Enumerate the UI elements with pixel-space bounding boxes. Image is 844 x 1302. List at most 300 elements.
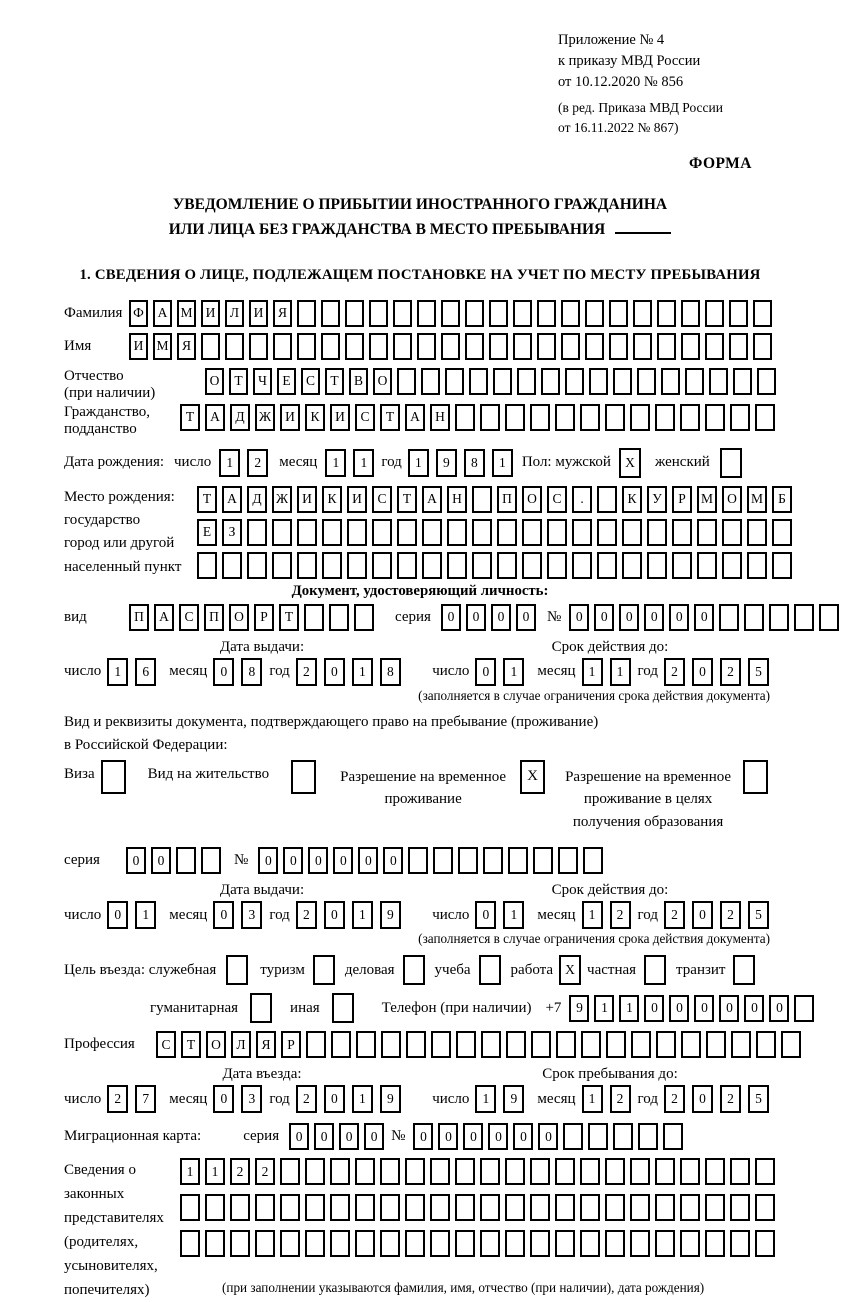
form-cell[interactable]: [313, 955, 335, 985]
form-cell[interactable]: [633, 300, 652, 327]
form-cell[interactable]: [622, 552, 642, 579]
form-cell[interactable]: 1: [619, 995, 639, 1022]
form-cell[interactable]: Н: [430, 404, 450, 431]
form-cell[interactable]: П: [497, 486, 517, 513]
form-cell[interactable]: М: [697, 486, 717, 513]
form-cell[interactable]: [638, 1123, 658, 1150]
form-cell[interactable]: [489, 333, 508, 360]
form-cell[interactable]: О: [522, 486, 542, 513]
form-cell[interactable]: [630, 1158, 650, 1185]
form-cell[interactable]: Т: [325, 368, 344, 395]
form-cell[interactable]: [397, 519, 417, 546]
form-cell[interactable]: О: [373, 368, 392, 395]
form-cell[interactable]: [719, 604, 739, 631]
form-cell[interactable]: [322, 519, 342, 546]
form-cell[interactable]: [730, 1230, 750, 1257]
form-cell[interactable]: [472, 552, 492, 579]
form-cell[interactable]: Я: [177, 333, 196, 360]
form-cell[interactable]: [705, 1230, 725, 1257]
form-cell[interactable]: 0: [513, 1123, 533, 1150]
form-cell[interactable]: [585, 300, 604, 327]
form-cell[interactable]: 1: [503, 658, 524, 686]
form-cell[interactable]: [205, 1230, 225, 1257]
form-cell[interactable]: 2: [720, 1085, 741, 1113]
form-cell[interactable]: [580, 1230, 600, 1257]
form-cell[interactable]: [622, 519, 642, 546]
form-cell[interactable]: И: [280, 404, 300, 431]
form-cell[interactable]: [561, 333, 580, 360]
form-cell[interactable]: С: [156, 1031, 176, 1058]
form-cell[interactable]: [355, 1230, 375, 1257]
form-cell[interactable]: [197, 552, 217, 579]
form-cell[interactable]: [647, 552, 667, 579]
form-cell[interactable]: [609, 333, 628, 360]
form-cell[interactable]: [369, 333, 388, 360]
form-cell[interactable]: 0: [289, 1123, 309, 1150]
form-cell[interactable]: [637, 368, 656, 395]
form-cell[interactable]: [672, 519, 692, 546]
form-cell[interactable]: [255, 1230, 275, 1257]
form-cell[interactable]: 0: [475, 658, 496, 686]
form-cell[interactable]: [722, 552, 742, 579]
form-cell[interactable]: К: [322, 486, 342, 513]
form-cell[interactable]: 0: [594, 604, 614, 631]
form-cell[interactable]: [655, 1158, 675, 1185]
form-cell[interactable]: [605, 1194, 625, 1221]
form-cell[interactable]: 0: [692, 1085, 713, 1113]
form-cell[interactable]: И: [297, 486, 317, 513]
form-cell[interactable]: [469, 368, 488, 395]
form-cell[interactable]: 0: [213, 658, 234, 686]
form-cell[interactable]: 8: [464, 449, 485, 477]
form-cell[interactable]: И: [249, 300, 268, 327]
form-cell[interactable]: [205, 1194, 225, 1221]
form-cell[interactable]: 7: [135, 1085, 156, 1113]
form-cell[interactable]: [465, 333, 484, 360]
form-cell[interactable]: [794, 604, 814, 631]
form-cell[interactable]: 0: [644, 604, 664, 631]
form-cell[interactable]: М: [747, 486, 767, 513]
form-cell[interactable]: [330, 1230, 350, 1257]
form-cell[interactable]: Я: [273, 300, 292, 327]
form-cell[interactable]: [661, 368, 680, 395]
form-cell[interactable]: [558, 847, 578, 874]
form-cell[interactable]: [493, 368, 512, 395]
form-cell[interactable]: П: [204, 604, 224, 631]
form-cell[interactable]: [705, 333, 724, 360]
form-cell[interactable]: [555, 1158, 575, 1185]
form-cell[interactable]: 1: [475, 1085, 496, 1113]
form-cell[interactable]: И: [201, 300, 220, 327]
form-cell[interactable]: [505, 1230, 525, 1257]
form-cell[interactable]: 0: [283, 847, 303, 874]
form-cell[interactable]: [456, 1031, 476, 1058]
form-cell[interactable]: [430, 1230, 450, 1257]
form-cell[interactable]: 1: [325, 449, 346, 477]
form-cell[interactable]: [272, 519, 292, 546]
form-cell[interactable]: [305, 1230, 325, 1257]
form-cell[interactable]: О: [722, 486, 742, 513]
form-cell[interactable]: [329, 604, 349, 631]
form-cell[interactable]: С: [355, 404, 375, 431]
form-cell[interactable]: X: [520, 760, 545, 794]
form-cell[interactable]: [747, 552, 767, 579]
form-cell[interactable]: [633, 333, 652, 360]
form-cell[interactable]: [657, 300, 676, 327]
form-cell[interactable]: И: [330, 404, 350, 431]
form-cell[interactable]: [705, 404, 725, 431]
form-cell[interactable]: [305, 1194, 325, 1221]
form-cell[interactable]: [505, 1158, 525, 1185]
form-cell[interactable]: 2: [664, 901, 685, 929]
form-cell[interactable]: 0: [769, 995, 789, 1022]
form-cell[interactable]: [397, 552, 417, 579]
form-cell[interactable]: [483, 847, 503, 874]
form-cell[interactable]: [176, 847, 196, 874]
form-cell[interactable]: [458, 847, 478, 874]
form-cell[interactable]: [706, 1031, 726, 1058]
form-cell[interactable]: 2: [247, 449, 268, 477]
form-cell[interactable]: [447, 552, 467, 579]
form-cell[interactable]: [597, 552, 617, 579]
form-cell[interactable]: [393, 300, 412, 327]
form-cell[interactable]: [729, 333, 748, 360]
form-cell[interactable]: 0: [463, 1123, 483, 1150]
form-cell[interactable]: 0: [692, 901, 713, 929]
form-cell[interactable]: [681, 333, 700, 360]
form-cell[interactable]: 5: [748, 901, 769, 929]
form-cell[interactable]: [772, 552, 792, 579]
form-cell[interactable]: 0: [213, 901, 234, 929]
form-cell[interactable]: [421, 368, 440, 395]
form-cell[interactable]: Т: [197, 486, 217, 513]
form-cell[interactable]: У: [647, 486, 667, 513]
form-cell[interactable]: [297, 300, 316, 327]
form-cell[interactable]: 2: [664, 658, 685, 686]
form-cell[interactable]: 0: [413, 1123, 433, 1150]
form-cell[interactable]: [355, 1194, 375, 1221]
form-cell[interactable]: [480, 1194, 500, 1221]
form-cell[interactable]: [565, 368, 584, 395]
form-cell[interactable]: 0: [438, 1123, 458, 1150]
form-cell[interactable]: [733, 368, 752, 395]
form-cell[interactable]: [522, 552, 542, 579]
form-cell[interactable]: Т: [181, 1031, 201, 1058]
form-cell[interactable]: [180, 1194, 200, 1221]
form-cell[interactable]: [422, 552, 442, 579]
form-cell[interactable]: [743, 760, 768, 794]
form-cell[interactable]: [506, 1031, 526, 1058]
form-cell[interactable]: [537, 333, 556, 360]
form-cell[interactable]: [297, 519, 317, 546]
form-cell[interactable]: Д: [247, 486, 267, 513]
form-cell[interactable]: [680, 1194, 700, 1221]
form-cell[interactable]: 0: [692, 658, 713, 686]
form-cell[interactable]: [647, 519, 667, 546]
form-cell[interactable]: [531, 1031, 551, 1058]
form-cell[interactable]: 8: [380, 658, 401, 686]
form-cell[interactable]: [505, 1194, 525, 1221]
form-cell[interactable]: [657, 333, 676, 360]
form-cell[interactable]: 5: [748, 1085, 769, 1113]
form-cell[interactable]: [417, 333, 436, 360]
form-cell[interactable]: [472, 486, 492, 513]
form-cell[interactable]: [445, 368, 464, 395]
form-cell[interactable]: [705, 1194, 725, 1221]
form-cell[interactable]: [733, 955, 755, 985]
form-cell[interactable]: [755, 1158, 775, 1185]
form-cell[interactable]: 9: [436, 449, 457, 477]
form-cell[interactable]: [744, 604, 764, 631]
form-cell[interactable]: М: [153, 333, 172, 360]
form-cell[interactable]: 1: [353, 449, 374, 477]
form-cell[interactable]: [753, 300, 772, 327]
form-cell[interactable]: [753, 333, 772, 360]
form-cell[interactable]: [697, 552, 717, 579]
form-cell[interactable]: 0: [491, 604, 511, 631]
form-cell[interactable]: [555, 1230, 575, 1257]
form-cell[interactable]: 0: [669, 604, 689, 631]
form-cell[interactable]: Ч: [253, 368, 272, 395]
form-cell[interactable]: [480, 1158, 500, 1185]
form-cell[interactable]: 1: [352, 1085, 373, 1113]
form-cell[interactable]: [380, 1230, 400, 1257]
form-cell[interactable]: [630, 404, 650, 431]
form-cell[interactable]: 2: [230, 1158, 250, 1185]
form-cell[interactable]: 0: [308, 847, 328, 874]
form-cell[interactable]: И: [129, 333, 148, 360]
form-cell[interactable]: [497, 552, 517, 579]
form-cell[interactable]: 0: [213, 1085, 234, 1113]
form-cell[interactable]: [489, 300, 508, 327]
form-cell[interactable]: 2: [296, 1085, 317, 1113]
form-cell[interactable]: [583, 847, 603, 874]
form-cell[interactable]: [422, 519, 442, 546]
form-cell[interactable]: [497, 519, 517, 546]
form-cell[interactable]: 1: [582, 901, 603, 929]
form-cell[interactable]: О: [229, 604, 249, 631]
form-cell[interactable]: [201, 847, 221, 874]
form-cell[interactable]: [481, 1031, 501, 1058]
form-cell[interactable]: [225, 333, 244, 360]
form-cell[interactable]: Т: [279, 604, 299, 631]
form-cell[interactable]: 0: [669, 995, 689, 1022]
form-cell[interactable]: [541, 368, 560, 395]
form-cell[interactable]: 2: [255, 1158, 275, 1185]
form-cell[interactable]: [755, 404, 775, 431]
form-cell[interactable]: [561, 300, 580, 327]
form-cell[interactable]: [756, 1031, 776, 1058]
form-cell[interactable]: [455, 1194, 475, 1221]
form-cell[interactable]: [297, 552, 317, 579]
form-cell[interactable]: [403, 955, 425, 985]
form-cell[interactable]: [321, 333, 340, 360]
form-cell[interactable]: [655, 1194, 675, 1221]
form-cell[interactable]: [731, 1031, 751, 1058]
form-cell[interactable]: [505, 404, 525, 431]
form-cell[interactable]: [480, 1230, 500, 1257]
form-cell[interactable]: [472, 519, 492, 546]
form-cell[interactable]: [681, 300, 700, 327]
form-cell[interactable]: 0: [151, 847, 171, 874]
form-cell[interactable]: 0: [314, 1123, 334, 1150]
form-cell[interactable]: [297, 333, 316, 360]
form-cell[interactable]: 0: [538, 1123, 558, 1150]
form-cell[interactable]: Т: [397, 486, 417, 513]
form-cell[interactable]: [345, 333, 364, 360]
form-cell[interactable]: [580, 404, 600, 431]
form-cell[interactable]: X: [619, 448, 641, 478]
form-cell[interactable]: [321, 300, 340, 327]
form-cell[interactable]: 0: [516, 604, 536, 631]
form-cell[interactable]: М: [177, 300, 196, 327]
form-cell[interactable]: [705, 1158, 725, 1185]
form-cell[interactable]: [656, 1031, 676, 1058]
form-cell[interactable]: [441, 300, 460, 327]
form-cell[interactable]: Ж: [255, 404, 275, 431]
form-cell[interactable]: [479, 955, 501, 985]
form-cell[interactable]: [609, 300, 628, 327]
form-cell[interactable]: [613, 1123, 633, 1150]
form-cell[interactable]: [613, 368, 632, 395]
form-cell[interactable]: [522, 519, 542, 546]
form-cell[interactable]: [757, 368, 776, 395]
form-cell[interactable]: [597, 519, 617, 546]
form-cell[interactable]: 0: [619, 604, 639, 631]
form-cell[interactable]: [222, 552, 242, 579]
form-cell[interactable]: [709, 368, 728, 395]
form-cell[interactable]: [747, 519, 767, 546]
form-cell[interactable]: [250, 993, 272, 1023]
form-cell[interactable]: 1: [492, 449, 513, 477]
form-cell[interactable]: [730, 1158, 750, 1185]
form-cell[interactable]: [655, 1230, 675, 1257]
form-cell[interactable]: 0: [107, 901, 128, 929]
form-cell[interactable]: 1: [503, 901, 524, 929]
form-cell[interactable]: [630, 1194, 650, 1221]
form-cell[interactable]: [455, 1158, 475, 1185]
form-cell[interactable]: 0: [126, 847, 146, 874]
form-cell[interactable]: Р: [281, 1031, 301, 1058]
form-cell[interactable]: [354, 604, 374, 631]
form-cell[interactable]: 9: [503, 1085, 524, 1113]
form-cell[interactable]: [430, 1194, 450, 1221]
form-cell[interactable]: С: [301, 368, 320, 395]
form-cell[interactable]: [380, 1194, 400, 1221]
form-cell[interactable]: И: [347, 486, 367, 513]
form-cell[interactable]: [230, 1230, 250, 1257]
form-cell[interactable]: [755, 1230, 775, 1257]
form-cell[interactable]: [430, 1158, 450, 1185]
form-cell[interactable]: О: [206, 1031, 226, 1058]
form-cell[interactable]: .: [572, 486, 592, 513]
form-cell[interactable]: [397, 368, 416, 395]
form-cell[interactable]: 1: [219, 449, 240, 477]
form-cell[interactable]: [697, 519, 717, 546]
form-cell[interactable]: [247, 519, 267, 546]
form-cell[interactable]: [417, 300, 436, 327]
form-cell[interactable]: [730, 404, 750, 431]
form-cell[interactable]: [585, 333, 604, 360]
form-cell[interactable]: [581, 1031, 601, 1058]
form-cell[interactable]: 8: [241, 658, 262, 686]
form-cell[interactable]: [372, 552, 392, 579]
form-cell[interactable]: [589, 368, 608, 395]
form-cell[interactable]: 2: [664, 1085, 685, 1113]
form-cell[interactable]: [332, 993, 354, 1023]
form-cell[interactable]: [408, 847, 428, 874]
form-cell[interactable]: 2: [610, 901, 631, 929]
form-cell[interactable]: Я: [256, 1031, 276, 1058]
form-cell[interactable]: [655, 404, 675, 431]
form-cell[interactable]: [705, 300, 724, 327]
form-cell[interactable]: [249, 333, 268, 360]
form-cell[interactable]: [380, 1158, 400, 1185]
form-cell[interactable]: [431, 1031, 451, 1058]
form-cell[interactable]: 2: [610, 1085, 631, 1113]
form-cell[interactable]: [405, 1158, 425, 1185]
form-cell[interactable]: [393, 333, 412, 360]
form-cell[interactable]: 2: [107, 1085, 128, 1113]
form-cell[interactable]: [280, 1230, 300, 1257]
form-cell[interactable]: 5: [748, 658, 769, 686]
form-cell[interactable]: 0: [324, 901, 345, 929]
form-cell[interactable]: [306, 1031, 326, 1058]
form-cell[interactable]: [530, 1158, 550, 1185]
form-cell[interactable]: [455, 1230, 475, 1257]
form-cell[interactable]: [465, 300, 484, 327]
form-cell[interactable]: [755, 1194, 775, 1221]
form-cell[interactable]: О: [205, 368, 224, 395]
form-cell[interactable]: [605, 1158, 625, 1185]
form-cell[interactable]: Л: [225, 300, 244, 327]
form-cell[interactable]: 1: [107, 658, 128, 686]
form-cell[interactable]: [330, 1194, 350, 1221]
form-cell[interactable]: А: [205, 404, 225, 431]
form-cell[interactable]: [513, 333, 532, 360]
form-cell[interactable]: [722, 519, 742, 546]
form-cell[interactable]: [226, 955, 248, 985]
form-cell[interactable]: [556, 1031, 576, 1058]
form-cell[interactable]: З: [222, 519, 242, 546]
form-cell[interactable]: 9: [380, 901, 401, 929]
form-cell[interactable]: Е: [277, 368, 296, 395]
form-cell[interactable]: К: [622, 486, 642, 513]
form-cell[interactable]: А: [153, 300, 172, 327]
form-cell[interactable]: [530, 1194, 550, 1221]
form-cell[interactable]: 0: [475, 901, 496, 929]
form-cell[interactable]: 3: [241, 901, 262, 929]
form-cell[interactable]: [781, 1031, 801, 1058]
form-cell[interactable]: [372, 519, 392, 546]
form-cell[interactable]: [280, 1158, 300, 1185]
form-cell[interactable]: [580, 1158, 600, 1185]
form-cell[interactable]: [597, 486, 617, 513]
form-cell[interactable]: [441, 333, 460, 360]
form-cell[interactable]: [537, 300, 556, 327]
form-cell[interactable]: [480, 404, 500, 431]
form-cell[interactable]: В: [349, 368, 368, 395]
form-cell[interactable]: 0: [358, 847, 378, 874]
form-cell[interactable]: Т: [180, 404, 200, 431]
form-cell[interactable]: [681, 1031, 701, 1058]
form-cell[interactable]: 0: [488, 1123, 508, 1150]
form-cell[interactable]: Т: [380, 404, 400, 431]
form-cell[interactable]: [330, 1158, 350, 1185]
form-cell[interactable]: Д: [230, 404, 250, 431]
form-cell[interactable]: [331, 1031, 351, 1058]
form-cell[interactable]: 0: [383, 847, 403, 874]
